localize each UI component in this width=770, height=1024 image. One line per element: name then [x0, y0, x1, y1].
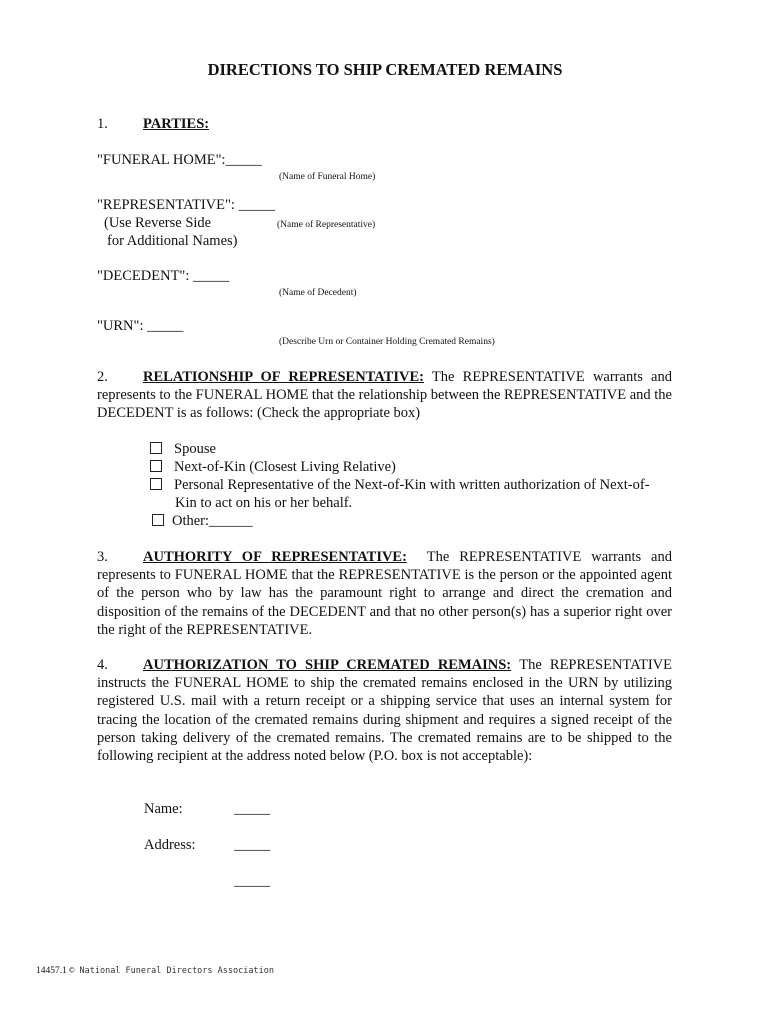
section-1-number: 1. — [97, 116, 108, 132]
section-2-text: represents to the FUNERAL HOME that the relationship between the REPRESENTATIVE and the DECEDENT is as follows: (Check the appropriate box) — [97, 387, 672, 422]
section-1-header — [97, 116, 209, 133]
option-other[interactable] — [152, 512, 253, 530]
section-3-paragraph — [97, 548, 672, 639]
footer-doc-number: 14457.1 — [36, 966, 67, 976]
document-title: DIRECTIONS TO SHIP CREMATED REMAINS — [207, 60, 563, 79]
option-personal-representative[interactable] — [150, 476, 650, 494]
section-2-heading: RELATIONSHIP OF REPRESENTATIVE: — [143, 369, 424, 385]
spouse-label: Spouse — [174, 441, 216, 457]
section-4-text: The REPRESENTATIVE instructs the FUNERAL HOME to ship the cremated remains enclosed in the URN by utilizing registered U.S. mail with a return receipt or a shipping service that uses an internal system for tracing the location of the cremated remains during shipment and requires a signed receipt of the person taking delivery of the cremated remains. The cremated remains are to be shipped to the following recipient at the address noted below (P.O. box is not acceptable): — [97, 657, 672, 765]
section-3-heading: AUTHORITY OF REPRESENTATIVE: — [143, 549, 407, 565]
section-2-text-line1: The REPRESENTATIVE warrants and — [431, 369, 672, 385]
personal-representative-label-line2: Kin to act on his or her behalf. — [175, 495, 353, 511]
recipient-name-field[interactable]: _____ — [234, 801, 271, 817]
footer — [36, 966, 274, 976]
recipient-address-field-1[interactable]: _____ — [234, 837, 271, 853]
section-2-number: 2. — [97, 369, 108, 385]
recipient-address-field-2[interactable]: _____ — [234, 873, 271, 889]
recipient-address-label: Address: — [144, 837, 196, 853]
decedent-field[interactable]: "DECEDENT": _____ — [97, 268, 230, 284]
option-spouse[interactable] — [150, 440, 216, 458]
funeral-home-hint: (Name of Funeral Home) — [279, 172, 376, 182]
section-4-paragraph — [97, 656, 672, 765]
section-4-heading: AUTHORIZATION TO SHIP CREMATED REMAINS: — [143, 657, 512, 673]
urn-hint: (Describe Urn or Container Holding Cremated Remains) — [279, 337, 495, 347]
next-of-kin-checkbox[interactable] — [150, 460, 162, 472]
other-label: Other:______ — [172, 513, 253, 529]
section-2-paragraph — [97, 368, 672, 423]
personal-representative-label: Personal Representative of the Next-of-Kin with written authorization of Next-of- — [174, 477, 650, 493]
decedent-hint: (Name of Decedent) — [279, 288, 357, 298]
representative-note-line1: (Use Reverse Side — [104, 215, 212, 231]
section-3-number: 3. — [97, 549, 108, 565]
recipient-name-label: Name: — [144, 801, 183, 817]
footer-copyright: © National Funeral Directors Association — [69, 966, 274, 976]
section-1-heading: PARTIES: — [143, 116, 210, 132]
representative-field[interactable]: "REPRESENTATIVE": _____ — [97, 197, 275, 213]
other-checkbox[interactable] — [152, 514, 164, 526]
representative-hint: (Name of Representative) — [277, 220, 376, 230]
funeral-home-field[interactable]: "FUNERAL HOME":_____ — [97, 152, 262, 168]
representative-note-line2: for Additional Names) — [107, 233, 238, 249]
personal-representative-checkbox[interactable] — [150, 478, 162, 490]
option-next-of-kin[interactable] — [150, 458, 396, 476]
next-of-kin-label: Next-of-Kin (Closest Living Relative) — [174, 459, 396, 475]
section-4-number: 4. — [97, 657, 108, 673]
section-3-text: The REPRESENTATIVE warrants and represents to FUNERAL HOME that the REPRESENTATIVE is the person or the appointed agent of the person who by law has the paramount right to arrange and direct the cremation and disposition of the remains of the DECEDENT and that no other person(s) has a superior right over the right of the REPRESENTATIVE. — [97, 549, 672, 638]
urn-field[interactable]: "URN": _____ — [97, 318, 184, 334]
spouse-checkbox[interactable] — [150, 442, 162, 454]
